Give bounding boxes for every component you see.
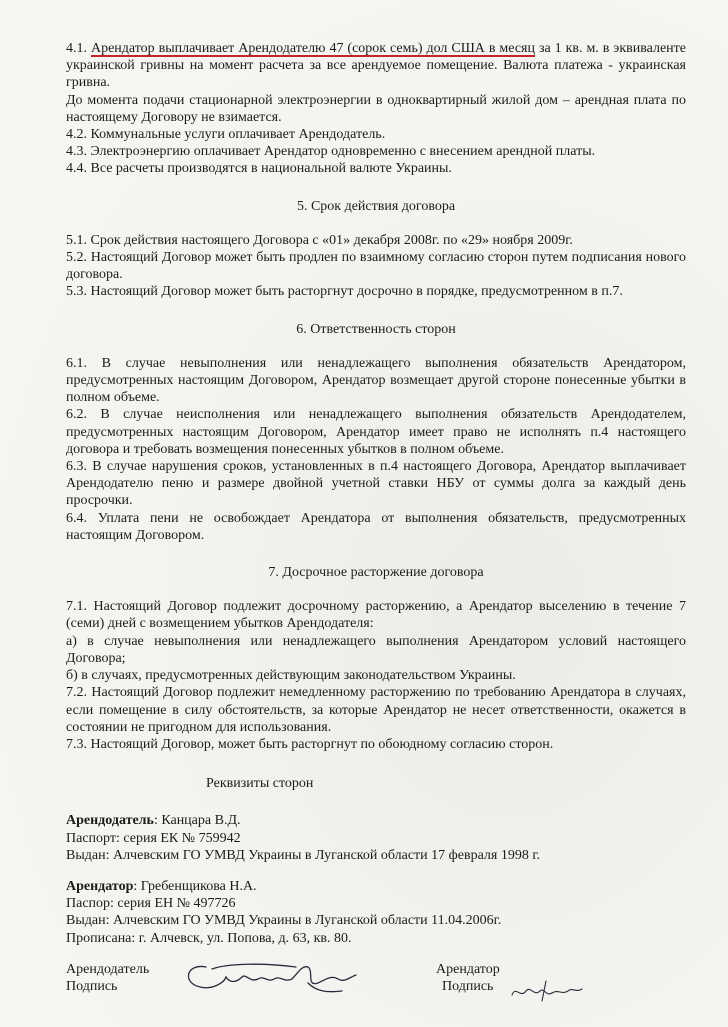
clause-4-1-note: До момента подачи стационарной электроэнергии в однoквартирный жилой дом – арендная плата по настоящему Договору не взимается. bbox=[66, 92, 686, 125]
clause-5-1: 5.1. Срок действия настоящего Договора с «01» декабря 2008г. по «29» ноября 2009г. bbox=[66, 232, 573, 248]
tenant-role: Арендатор bbox=[436, 961, 500, 977]
clause-7-1-a: а) в случае невыполнения или ненадлежащего выполнения Арендатором условий настоящего Договора; bbox=[66, 633, 686, 666]
tenant-sign-label: Подпись bbox=[442, 978, 494, 994]
clause-6-2: 6.2. В случае неисполнения или ненадлежащего выполнения обязательств Арендодателем, предусмотренных настоящим Договором, Арендатор имеет право не исполнять п.4 настоящего договора и требовать возмещения понесенных убытков в полном объеме. bbox=[66, 407, 686, 457]
clause-4-1: 4.1. Арендатор выплачивает Арендодателю 47 (сорок семь) дол США в месяц за 1 кв. м. в эквиваленте украинской гривны на момент расчета за все арендуемое помещение. Валюта платежа - украинская гривна. bbox=[66, 41, 687, 91]
clause-4-2: 4.2. Коммунальные услуги оплачивает Арендодатель. bbox=[66, 127, 386, 143]
clause-7-1: 7.1. Настоящий Договор подлежит досрочному расторжению, а Арендатор выселению в течение 7 (семи) дней с возмещением убытков Арендодателя: bbox=[66, 599, 686, 632]
rent-amount-underlined: Арендатор выплачивает Арендодателю 47 (сорок семь) дол США в месяц bbox=[90, 41, 535, 56]
tenant-line: Арендатор: Гребенщикова Н.А. bbox=[66, 878, 257, 894]
tenant-signature-block bbox=[436, 961, 500, 995]
section-5-title: 5. Срок действия договора bbox=[296, 198, 456, 214]
section-7-title: 7. Досрочное расторжение договора bbox=[268, 565, 484, 581]
document-body bbox=[66, 40, 686, 1011]
landlord-passport: Паспорт: серия ЕК № 759942 bbox=[66, 830, 241, 846]
clause-5-3: 5.3. Настоящий Договор может быть расторгнут досрочно в порядке, предусмотренном в п.7. bbox=[66, 284, 623, 300]
tenant-passport: Паспор: серия ЕН № 497726 bbox=[66, 896, 236, 912]
clause-6-3: 6.3. В случае нарушения сроков, установленных в п.4 настоящего Договора, Арендатор выплачивает Арендодателю пеню и размере двойной учетной ставки НБУ от суммы долга за каждый день просрочки. bbox=[66, 459, 686, 509]
landlord-role: Арендодатель bbox=[66, 961, 150, 977]
clause-5-2: 5.2. Настоящий Договор может быть продлен по взаимному согласию сторон путем подписания нового договора. bbox=[66, 250, 686, 283]
landlord-sign-label: Подпись bbox=[66, 978, 118, 994]
tenant-issued: Выдан: Алчевским ГО УМВД Украины в Луганской области 11.04.2006г. bbox=[66, 913, 502, 929]
clause-7-2: 7.2. Настоящий Договор подлежит немедленному расторжению по требованию Арендатора в случаях, если помещение в силу обстоятельств, за которые Арендатор не несет ответственности, окажется в состоянии не пригодном для использования. bbox=[66, 685, 686, 735]
signature-block bbox=[66, 961, 686, 1011]
section-6-title: 6. Ответственность сторон bbox=[296, 321, 456, 337]
landlord-label: Арендодатель bbox=[66, 813, 154, 829]
landlord-signature-block bbox=[66, 961, 149, 995]
clause-6-1: 6.1. В случае невыполнения или ненадлежащего выполнения обязательств Арендатором, предусмотренных настоящим Договором, Арендатор возмещает другой стороне понесенные убытки в полном объеме. bbox=[66, 355, 686, 406]
tenant-handwritten-signature bbox=[506, 975, 596, 1005]
requisites-title: Реквизиты сторон bbox=[206, 776, 314, 792]
clause-7-1-b: б) в случаях, предусмотренных действующим законодательством Украины. bbox=[66, 668, 516, 684]
clause-4-3: 4.3. Электроэнергию оплачивает Арендатор одновременно с внесением арендной платы. bbox=[66, 144, 596, 160]
clause-7-3: 7.3. Настоящий Договор, может быть расторгнут по обоюдному согласию сторон. bbox=[66, 736, 554, 752]
clause-6-4: 6.4. Уплата пени не освобождает Арендатора от выполнения обязательств, предусмотренных настоящим Договором. bbox=[66, 510, 686, 543]
landlord-issued: Выдан: Алчевским ГО УМВД Украины в Луганской области 17 февраля 1998 г. bbox=[66, 847, 540, 863]
clause-4-4: 4.4. Все расчеты производятся в национальной валюте Украины. bbox=[66, 161, 452, 177]
tenant-address: Прописана: г. Алчевск, ул. Попова, д. 63, кв. 80. bbox=[66, 930, 352, 946]
tenant-label: Арендатор bbox=[66, 878, 134, 894]
landlord-line: Арендодатель: Канцара В.Д. bbox=[66, 813, 241, 829]
landlord-handwritten-signature bbox=[176, 953, 396, 997]
spacer bbox=[66, 864, 686, 878]
